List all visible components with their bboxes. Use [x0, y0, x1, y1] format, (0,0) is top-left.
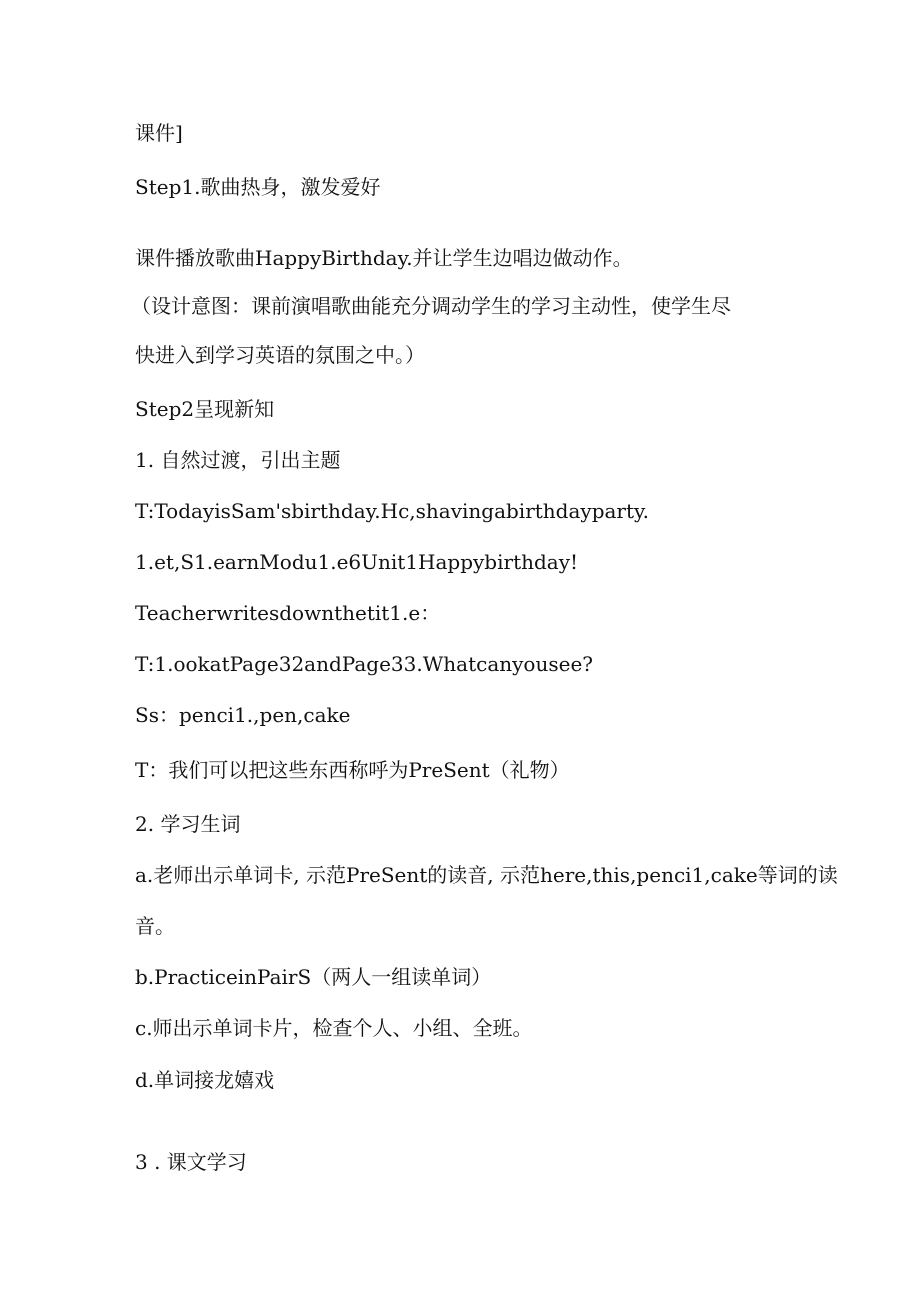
- text-line-song: 课件播放歌曲HappyBirthday.并让学生边唱边做动作。: [135, 246, 633, 270]
- subheading-1: 1. 自然过渡，引出主题: [135, 448, 341, 472]
- text-line-item-a: a.老师出示单词卡, 示范PreSent的读音, 示范here,this,penci1,cake等词的读: [135, 863, 838, 887]
- text-line-today: T:TodayisSam'sbirthday.Hc,shavingabirthdayparty.: [135, 499, 650, 523]
- text-line-design-intent: （设计意图：课前演唱歌曲能充分调动学生的学习主动性，使学生尽: [131, 294, 731, 318]
- text-line-ss-answer: Ss：penci1.,pen,cake: [135, 703, 351, 727]
- text-line-lets-learn: 1.et,S1.earnModu1.e6Unit1Happybirthday!: [135, 550, 579, 574]
- subheading-3: 3 . 课文学习: [135, 1150, 247, 1174]
- text-line-item-b: b.PracticeinPairS（两人一组读单词）: [135, 965, 492, 989]
- text-line-kejian: 课件]: [135, 121, 183, 145]
- text-line-look-at-page: T:1.ookatPage32andPage33.Whatcanyousee?: [135, 652, 593, 676]
- text-line-design-intent-cont: 快进入到学习英语的氛围之中。）: [135, 343, 425, 367]
- heading-step1: Step1.歌曲热身，激发爱好: [135, 175, 381, 199]
- text-line-item-c: c.师出示单词卡片，检查个人、小组、全班。: [135, 1016, 533, 1040]
- text-line-item-d: d.单词接龙嬉戏: [135, 1068, 275, 1092]
- heading-step2: Step2呈现新知: [135, 397, 275, 421]
- text-line-item-a-cont: 音。: [135, 914, 175, 938]
- text-line-present: T：我们可以把这些东西称呼为PreSent（礼物）: [135, 758, 570, 782]
- text-line-teacher-writes: Teacherwritesdownthetit1.e：: [135, 601, 441, 625]
- subheading-2: 2. 学习生词: [135, 812, 241, 836]
